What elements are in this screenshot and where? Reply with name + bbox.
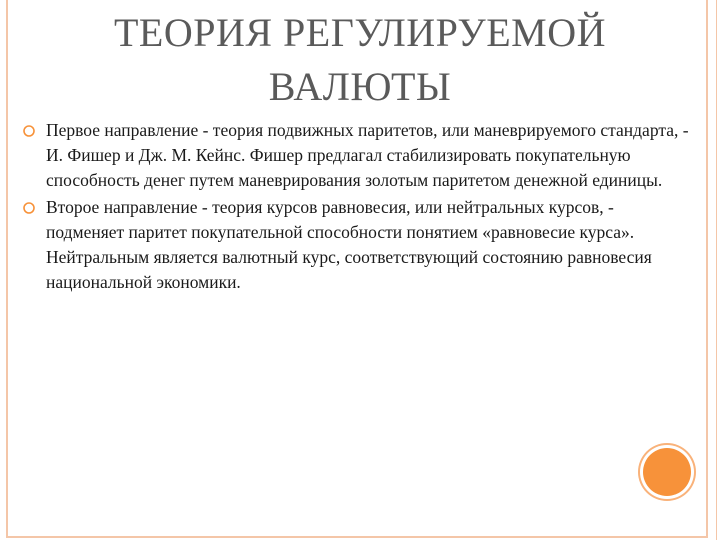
bullet-item <box>22 195 694 295</box>
slide-title: ТЕОРИЯ РЕГУЛИРУЕМОЙ ВАЛЮТЫ <box>113 10 607 109</box>
bullet-list <box>22 118 694 297</box>
decorative-orange-circle <box>643 448 691 496</box>
slide-frame-edge <box>716 0 717 540</box>
bullet-text: Второе направление - теория курсов равновесия, или нейтральных курсов, - подменяет паритет покупательной способности понятием «равновесие курса». Нейтральным является валютный курс, соответствующий состоянию равновесия национальной экономики. <box>46 197 652 292</box>
circle-outline-bullet-icon <box>22 124 36 138</box>
circle-outline-bullet-icon <box>22 201 36 215</box>
bullet-text: Первое направление - теория подвижных паритетов, или маневрируемого стандарта, - И. Фишер и Дж. М. Кейнс. Фишер предлагал стабилизировать покупательную способность денег путем маневрирования золотым паритетом денежной единицы. <box>46 120 689 190</box>
bullet-item <box>22 118 694 193</box>
